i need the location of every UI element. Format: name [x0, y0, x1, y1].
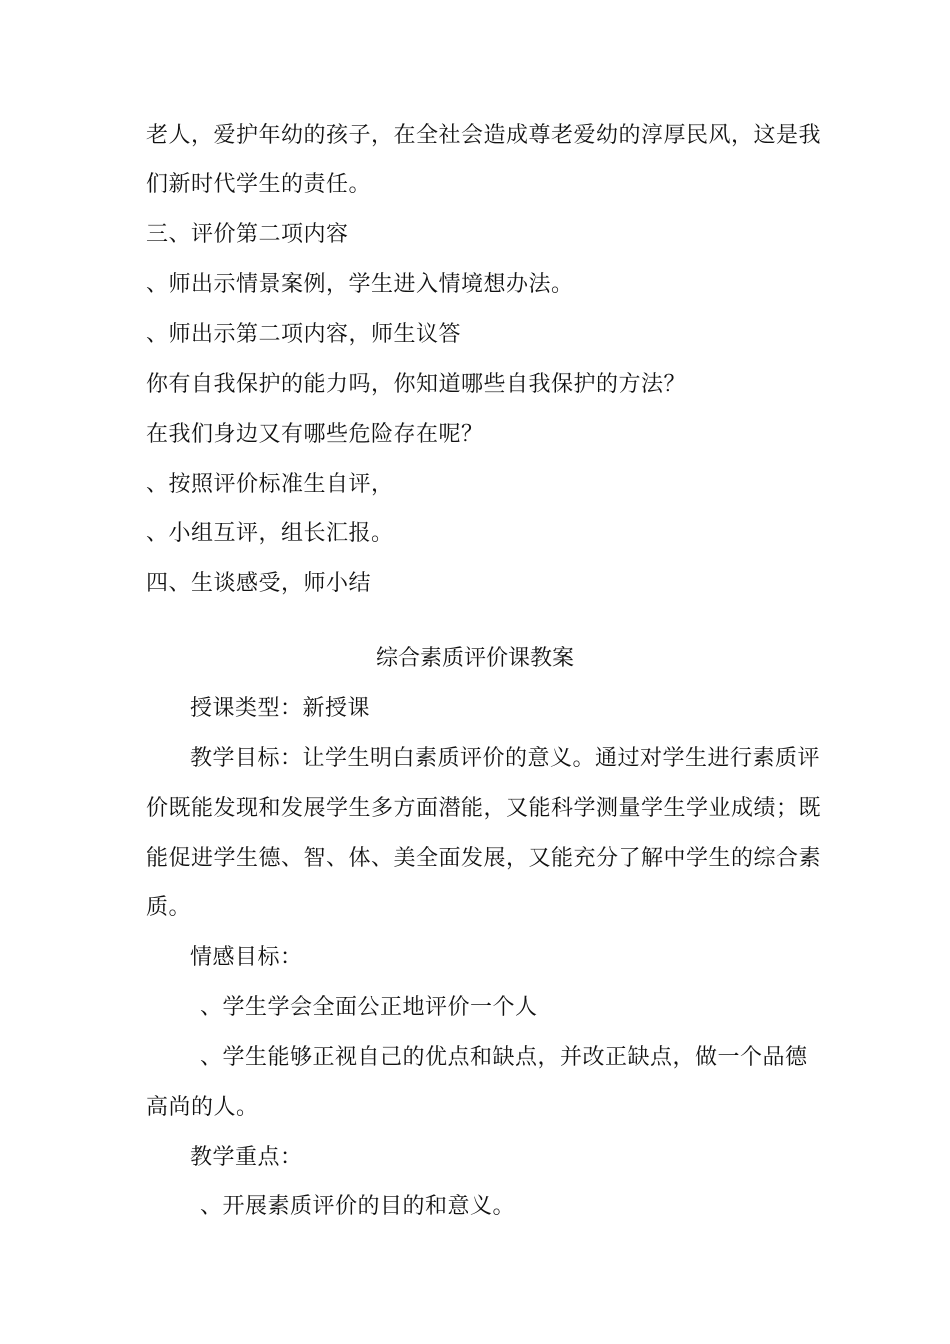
key-point-item: 、开展素质评价的目的和意义。 — [200, 1194, 516, 1219]
list-item: 、按照评价标准生自评， — [146, 472, 394, 497]
teaching-goal-line: 能促进学生德、智、体、美全面发展，又能充分了解中学生的综合素 — [146, 846, 822, 871]
key-point-label: 教学重点： — [190, 1145, 303, 1170]
text-line: 你有自我保护的能力吗，你知道哪些自我保护的方法？ — [146, 372, 687, 397]
emotion-item: 、学生学会全面公正地评价一个人 — [200, 995, 538, 1020]
document-title: 综合素质评价课教案 — [375, 646, 574, 671]
lesson-type: 授课类型：新授课 — [190, 696, 371, 721]
list-item: 、小组互评，组长汇报。 — [146, 521, 394, 546]
emotion-item: 高尚的人。 — [146, 1095, 259, 1120]
emotion-item: 、学生能够正视自己的优点和缺点，并改正缺点，做一个品德 — [200, 1045, 808, 1070]
teaching-goal-line: 价既能发现和发展学生多方面潜能，又能科学测量学生学业成绩；既 — [146, 796, 822, 821]
section-heading: 四、生谈感受，师小结 — [146, 571, 372, 596]
list-item: 、师出示第二项内容，师生议答 — [146, 322, 462, 347]
text-line: 老人，爱护年幼的孩子，在全社会造成尊老爱幼的淳厚民风，这是我 — [146, 123, 822, 148]
teaching-goal-line: 质。 — [146, 895, 192, 920]
emotion-goal-label: 情感目标： — [190, 945, 303, 970]
list-item: 、师出示情景案例，学生进入情境想办法。 — [146, 272, 574, 297]
text-line: 们新时代学生的责任。 — [146, 172, 372, 197]
teaching-goal-line: 教学目标：让学生明白素质评价的意义。通过对学生进行素质评 — [190, 746, 821, 771]
text-line: 在我们身边又有哪些危险存在呢？ — [146, 422, 484, 447]
section-heading: 三、评价第二项内容 — [146, 222, 349, 247]
